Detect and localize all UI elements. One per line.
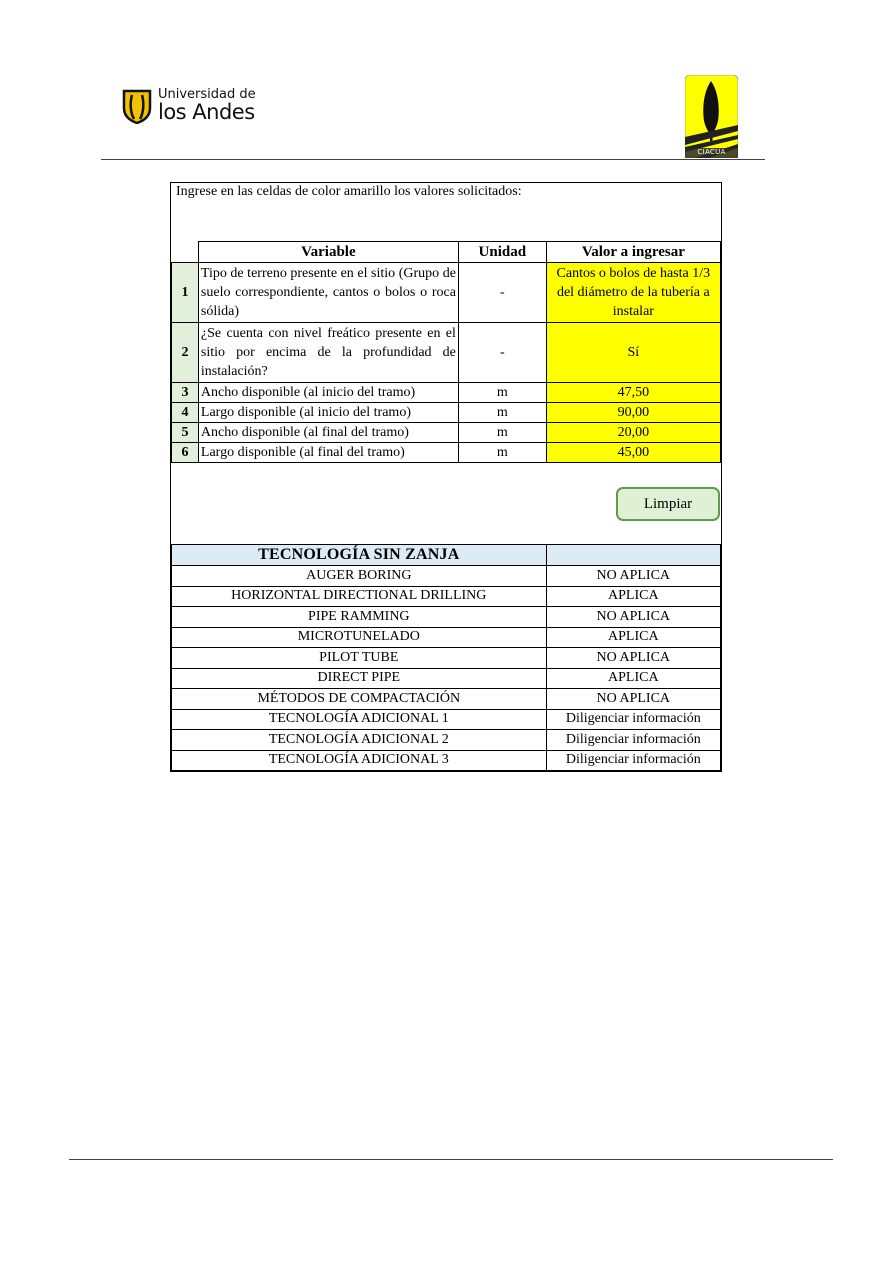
ciacua-label: CIACUA: [697, 148, 726, 156]
table-row: [172, 566, 721, 587]
cypress-tree-icon: [685, 75, 738, 158]
technology-name: TECNOLOGÍA ADICIONAL 2: [172, 730, 547, 751]
technology-result: APLICA: [546, 586, 720, 607]
trenchless-technology-table: [171, 544, 721, 771]
instruction-text: Ingrese en las celdas de color amarillo los valores solicitados:: [176, 184, 522, 199]
table-row: [172, 627, 721, 648]
variable-cell: Largo disponible (al final del tramo): [198, 443, 458, 463]
row-number: 2: [172, 323, 199, 383]
technology-name: MICROTUNELADO: [172, 627, 547, 648]
technology-name: TECNOLOGÍA ADICIONAL 1: [172, 709, 547, 730]
technology-result: Diligenciar información: [546, 709, 720, 730]
row-number: 6: [172, 443, 199, 463]
footer-divider: [69, 1159, 833, 1160]
technology-result: NO APLICA: [546, 566, 720, 587]
table-row: [172, 709, 721, 730]
table-row: [172, 689, 721, 710]
value-input-cell[interactable]: 45,00: [546, 443, 720, 463]
corner-cell: [172, 242, 199, 263]
variable-cell: Ancho disponible (al inicio del tramo): [198, 383, 458, 403]
technology-result: APLICA: [546, 627, 720, 648]
table-row: [172, 607, 721, 628]
row-number: 3: [172, 383, 199, 403]
table-row: [172, 750, 721, 771]
university-name-line2: los Andes: [158, 100, 255, 124]
calculation-sheet: [170, 182, 722, 772]
shield-crest-icon: [122, 88, 152, 124]
technology-result: NO APLICA: [546, 648, 720, 669]
technology-result: NO APLICA: [546, 689, 720, 710]
row-number: 5: [172, 423, 199, 443]
ciacua-logo: [685, 75, 738, 158]
technology-name: TECNOLOGÍA ADICIONAL 3: [172, 750, 547, 771]
technology-name: HORIZONTAL DIRECTIONAL DRILLING: [172, 586, 547, 607]
technology-result: NO APLICA: [546, 607, 720, 628]
row-number: 1: [172, 263, 199, 323]
tech-table-header: TECNOLOGÍA SIN ZANJA: [172, 545, 547, 566]
variable-cell: Largo disponible (al inicio del tramo): [198, 403, 458, 423]
table-row: [172, 586, 721, 607]
technology-result: Diligenciar información: [546, 750, 720, 771]
tech-result-header: [546, 545, 720, 566]
column-header-value: Valor a ingresar: [546, 242, 720, 263]
column-header-variable: Variable: [198, 242, 458, 263]
technology-result: Diligenciar información: [546, 730, 720, 751]
row-number: 4: [172, 403, 199, 423]
variable-cell: Ancho disponible (al final del tramo): [198, 423, 458, 443]
variable-cell: ¿Se cuenta con nivel freático presente en el sitio por encima de la profundidad de instalación?: [198, 323, 458, 383]
table-row: [172, 668, 721, 689]
unit-cell: -: [458, 323, 546, 383]
value-input-cell[interactable]: 90,00: [546, 403, 720, 423]
input-table: [171, 241, 721, 463]
technology-name: AUGER BORING: [172, 566, 547, 587]
table-row: [172, 730, 721, 751]
value-input-cell[interactable]: Cantos o bolos de hasta 1/3 del diámetro de la tubería a instalar: [546, 263, 720, 323]
table-row: [172, 648, 721, 669]
unit-cell: m: [458, 443, 546, 463]
university-logo: [122, 86, 292, 128]
technology-name: MÉTODOS DE COMPACTACIÓN: [172, 689, 547, 710]
unit-cell: m: [458, 403, 546, 423]
header-divider: [101, 159, 765, 160]
technology-name: PIPE RAMMING: [172, 607, 547, 628]
value-input-cell[interactable]: Sí: [546, 323, 720, 383]
unit-cell: m: [458, 383, 546, 403]
technology-result: APLICA: [546, 668, 720, 689]
unit-cell: -: [458, 263, 546, 323]
university-name-line1: Universidad de: [158, 87, 256, 102]
value-input-cell[interactable]: 20,00: [546, 423, 720, 443]
variable-cell: Tipo de terreno presente en el sitio (Grupo de suelo correspondiente, cantos o bolos o roca sólida): [198, 263, 458, 323]
technology-name: DIRECT PIPE: [172, 668, 547, 689]
value-input-cell[interactable]: 47,50: [546, 383, 720, 403]
technology-name: PILOT TUBE: [172, 648, 547, 669]
column-header-unit: Unidad: [458, 242, 546, 263]
clear-button[interactable]: Limpiar: [616, 487, 720, 521]
unit-cell: m: [458, 423, 546, 443]
